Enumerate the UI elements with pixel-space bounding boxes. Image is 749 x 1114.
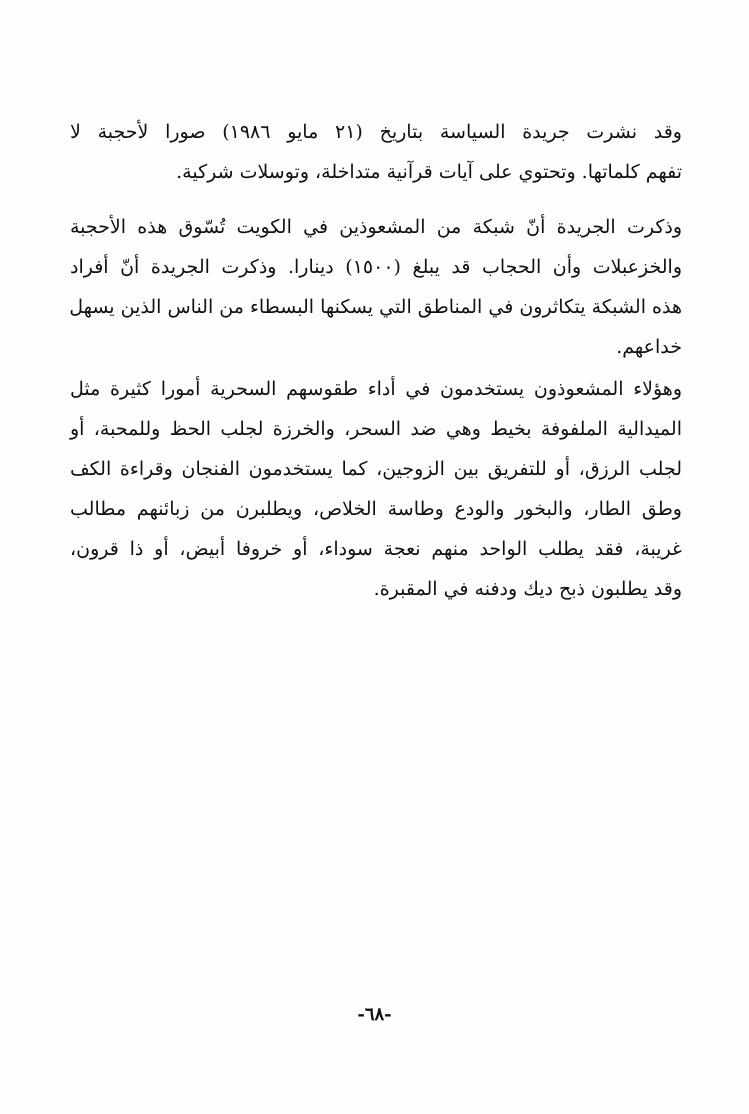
text-line: خداعهم. [616, 336, 682, 358]
text-line: وقد نشرت جريدة السياسة بتاريخ (٢١ مايو ١٩٨٦) صورا لأحجبة لا [70, 121, 682, 143]
text-line: غريبة، فقد يطلب الواحد منهم نعجة سوداء، أو خروفا أبيض، أو ذا قرون، [70, 538, 682, 560]
text-line: وذكرت الجريدة أنّ شبكة من المشعوذين في الكويت تُسّوق هذه الأحجبة [70, 216, 682, 238]
paragraph-3 [70, 369, 682, 609]
text-line: تفهم كلماتها. وتحتوي على آيات قرآنية متداخلة، وتوسلات شركية. [176, 161, 682, 183]
page-number: -٦٨- [357, 1004, 392, 1025]
text-line: الميدالية الملفوفة بخيط وهي ضد السحر، والخرزة لجلب الحظ وللمحبة، أو [70, 418, 682, 440]
text-line: لجلب الرزق، أو للتفريق بين الزوجين، كما يستخدمون الفنجان وقراءة الكف [70, 458, 682, 480]
text-line: وهؤلاء المشعوذون يستخدمون في أداء طقوسهم السحرية أمورا كثيرة مثل [70, 378, 682, 400]
text-line: وطق الطار، والبخور والودع وطاسة الخلاص، ويطلبرن من زبائنهم مطالب [70, 498, 682, 520]
text-line: والخزعبلات وأن الحجاب قد يبلغ (١٥٠٠) دينارا. وذكرت الجريدة أنّ أفراد [70, 256, 683, 278]
text-line: وقد يطلبون ذبح ديك ودفنه في المقبرة. [373, 578, 682, 600]
paragraph-1 [70, 112, 682, 192]
paragraph-2 [70, 207, 682, 367]
text-line: هذه الشبكة يتكاثرون في المناطق التي يسكنها البسطاء من الناس الذين يسهل [69, 296, 682, 318]
